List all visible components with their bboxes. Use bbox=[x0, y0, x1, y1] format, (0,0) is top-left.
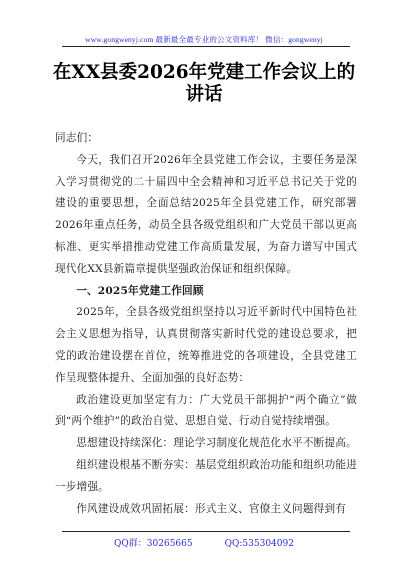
section-paragraph-1: 2025年，全县各级党组织坚持以习近平新时代中国特色社会主义思想为指导，认真贯彻落实新时代党的建设总要求，把党的政治建设摆在首位，统筹推进党的各项建设，全县党建工作呈现整体提升、全面加强的良好态势： bbox=[55, 306, 357, 384]
document-body bbox=[55, 128, 357, 520]
header-banner: www.gongwenyj.com 最新最全最专业的公文资料库！ 微信：gongwenyj bbox=[85, 35, 323, 44]
intro-paragraph: 今天，我们召开2026年全县党建工作会议，主要任务是深入学习贯彻党的二十届四中全会精神和习近平总书记关于党的建设的重要思想，全面总结2025年全县党建工作，研究部署2026年重点任务，动员全县各级党组织和广大党员干部以更高标准、更实举措推动党建工作高质量发展，为奋力谱写中国式现代化XX县新篇章提供坚强政治保证和组织保障。 bbox=[55, 153, 357, 275]
footer-divider bbox=[62, 531, 350, 532]
footer-qq: QQ:535304092 bbox=[224, 539, 294, 549]
footer-qq-group: QQ群：30265665 bbox=[114, 539, 193, 549]
section-paragraph-2: 政治建设更加坚定有力：广大党员干部拥护“两个确立”做到“两个维护”的政治自觉、思想自觉、行动自觉持续增强。 bbox=[55, 393, 357, 428]
section-paragraph-5: 作风建设成效巩固拓展：形式主义、官僚主义问题得到有 bbox=[76, 502, 347, 515]
footer-banner bbox=[0, 536, 408, 549]
section-paragraph-4: 组织建设根基不断夯实：基层党组织政治功能和组织功能进一步增强。 bbox=[55, 458, 357, 493]
header-divider bbox=[62, 46, 350, 47]
section-paragraph-3: 思想建设持续深化：理论学习制度化规范化水平不断提高。 bbox=[76, 437, 357, 450]
salutation: 同志们： bbox=[55, 132, 99, 144]
section-heading: 一、2025年党建工作回顾 bbox=[76, 284, 204, 297]
document-title: 在XX县委2026年党建工作会议上的讲话 bbox=[52, 62, 356, 105]
